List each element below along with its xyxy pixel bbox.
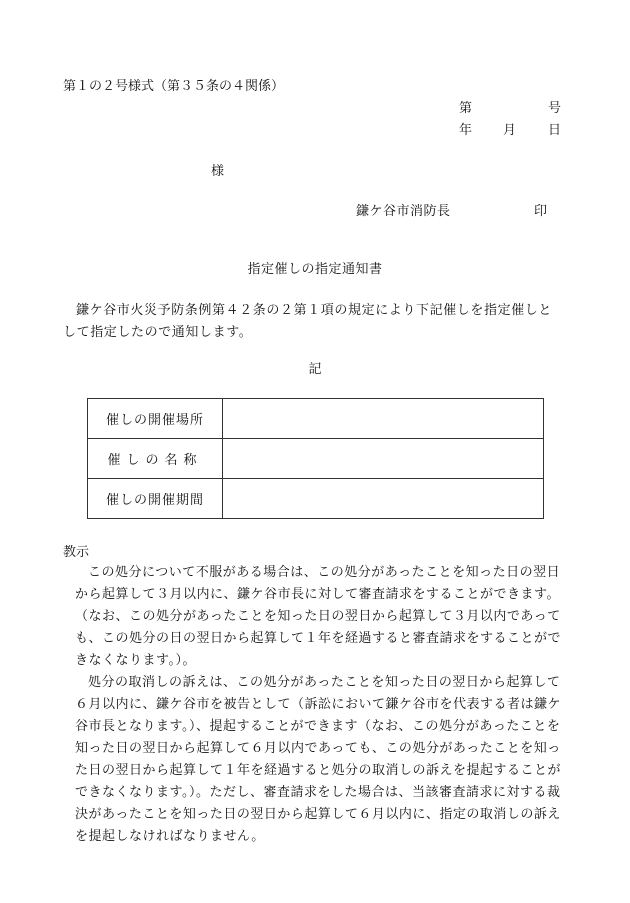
- addressee-honorific: 様: [211, 164, 225, 179]
- ki-heading: 記: [308, 362, 322, 377]
- table-row: [88, 479, 544, 519]
- date-month-label: 月: [503, 123, 517, 138]
- document-number-prefix: 第: [459, 101, 473, 116]
- table-value-event-period: [223, 479, 544, 519]
- table-label-venue: 催しの開催場所: [88, 399, 223, 439]
- issuer-name: 鎌ケ谷市消防長: [356, 204, 451, 219]
- seal-mark: 印: [534, 204, 548, 219]
- notice-paragraph: この処分について不服がある場合は、この処分があったことを知った日の翌日から起算して３月以内に、鎌ケ谷市長に対して審査請求をすることができます。（なお、この処分があったことを知った日の翌日から起算して３月以内であっても、この処分の日の翌日から起算して１年を経過すると審査請求をすることができなくなります。）。: [75, 565, 562, 668]
- notice-heading: 教示: [63, 545, 90, 560]
- table-row: [88, 399, 544, 439]
- date-day-label: 日: [548, 123, 562, 138]
- form-number: 第１の２号様式（第３５条の４関係）: [63, 79, 285, 94]
- table-label-event-name: 催しの名称: [88, 439, 223, 479]
- document-title: 指定催しの指定通知書: [247, 262, 383, 277]
- body-text: 鎌ケ谷市火災予防条例第４２条の２第１項の規定により下記催しを指定催しとして指定したので通知します。: [63, 303, 553, 340]
- table-value-venue: [223, 399, 544, 439]
- table-label-event-period: 催しの開催期間: [88, 479, 223, 519]
- event-info-table: [87, 398, 544, 519]
- date-year-label: 年: [459, 123, 473, 138]
- notice-paragraph: 処分の取消しの訴えは、この処分があったことを知った日の翌日から起算して６月以内に、鎌ケ谷市を被告として（訴訟において鎌ケ谷市を代表する者は鎌ケ谷市長となります。）、提起することができます（なお、この処分があったことを知った日の翌日から起算して６月以内であっても、この処分があったことを知った日の翌日から起算して１年を経過すると処分の取消しの訴えを提起することができなくなります。）。ただし、審査請求をした場合は、当該審査請求に対する裁決があったことを知った日の翌日から起算して６月以内に、指定の取消しの訴えを提起しなければなりません。: [75, 675, 562, 844]
- table-row: [88, 439, 544, 479]
- table-value-event-name: [223, 439, 544, 479]
- document-number-suffix: 号: [548, 101, 562, 116]
